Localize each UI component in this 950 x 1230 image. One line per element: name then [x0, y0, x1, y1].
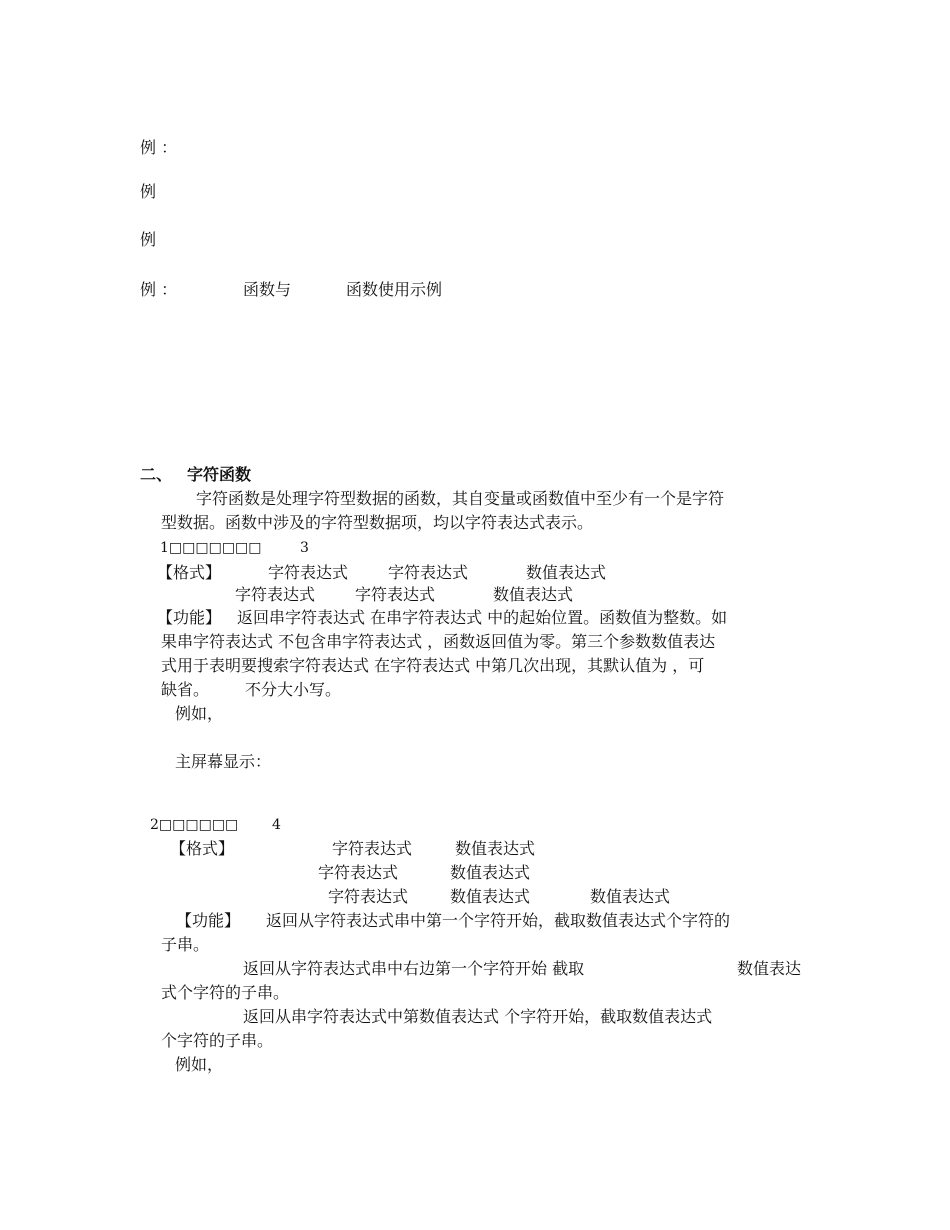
section-title: 字符函数: [187, 465, 252, 484]
example-4-text-part1: 函数与: [243, 280, 292, 299]
item-2-example-label: 例如，: [175, 1055, 224, 1074]
item-1-function-line-1: 返回串字符表达式 在串字符表达式 中的起始位置。函数值为整数。如: [237, 608, 728, 627]
item-1-format-row2-arg1: 字符表达式: [235, 585, 316, 604]
example-4-text-part2: 函数使用示例: [346, 280, 443, 299]
item-2-heading-number: 4: [272, 817, 281, 833]
item-2-function-line-5: 返回从串字符表达式中第数值表达式 个字符开始，截取数值表达式: [243, 1007, 713, 1026]
section-intro-line-2: 型数据。函数中涉及的字符型数据项，均以字符表达式表示。: [161, 513, 594, 532]
item-1-example-label: 例如，: [175, 704, 224, 723]
item-1-function-label: 【功能】: [157, 608, 222, 627]
item-2-function-line-6: 个字符的子串。: [161, 1031, 274, 1050]
example-3-label: 例: [140, 230, 157, 249]
item-1-heading-number: 3: [300, 540, 309, 556]
section-intro-line-1: 字符函数是处理字符型数据的函数，其自变量或函数值中至少有一个是字符: [196, 489, 725, 508]
item-1-format-row2-arg2: 字符表达式: [355, 585, 436, 604]
item-2-format-row3-arg2: 数值表达式: [450, 887, 531, 906]
item-2-format-row2-arg1: 字符表达式: [318, 863, 399, 882]
item-2-format-label: 【格式】: [170, 839, 235, 858]
item-1-function-line-2: 果串字符表达式 不包含串字符表达式 ，函数返回值为零。第三个参数数值表达: [161, 632, 716, 651]
example-2-label: 例: [140, 182, 157, 201]
example-4-label: 例 ：: [140, 280, 178, 299]
item-1-format-row1-arg3: 数值表达式: [526, 563, 607, 582]
item-1-format-row1-arg2: 字符表达式: [388, 563, 469, 582]
item-2-format-row2-arg2: 数值表达式: [450, 863, 531, 882]
item-2-format-row3-arg1: 字符表达式: [328, 887, 409, 906]
item-2-format-row3-arg3: 数值表达式: [590, 887, 671, 906]
item-1-function-line-4b: 不分大小写。: [245, 680, 342, 699]
item-1-format-row2-arg3: 数值表达式: [493, 585, 574, 604]
item-1-screen-label: 主屏幕显示：: [175, 752, 272, 771]
item-2-function-label: 【功能】: [176, 911, 241, 930]
section-number: 二、: [140, 465, 173, 484]
item-2-function-line-4: 式个字符的子串。: [161, 983, 290, 1002]
item-1-format-label: 【格式】: [157, 563, 222, 582]
item-2-format-row1-arg1: 字符表达式: [332, 839, 413, 858]
item-2-function-line-3b: 数值表达: [737, 959, 802, 978]
example-1-label: 例 ：: [140, 138, 178, 157]
item-1-heading: 1□□□□□□□: [160, 540, 262, 556]
item-1-function-line-4a: 缺省。: [161, 680, 210, 699]
item-2-format-row1-arg2: 数值表达式: [455, 839, 536, 858]
item-1-format-row1-arg1: 字符表达式: [268, 563, 349, 582]
item-2-function-line-3a: 返回从字符表达式串中右边第一个字符开始 截取: [243, 959, 585, 978]
item-2-heading: 2□□□□□□: [150, 817, 239, 833]
item-1-function-line-3: 式用于表明要搜索字符表达式 在字符表达式 中第几次出现，其默认值为 ，可: [161, 656, 705, 675]
item-2-function-line-1: 返回从字符表达式串中第一个字符开始，截取数值表达式个字符的: [266, 911, 731, 930]
item-2-function-line-2: 子串。: [161, 935, 210, 954]
